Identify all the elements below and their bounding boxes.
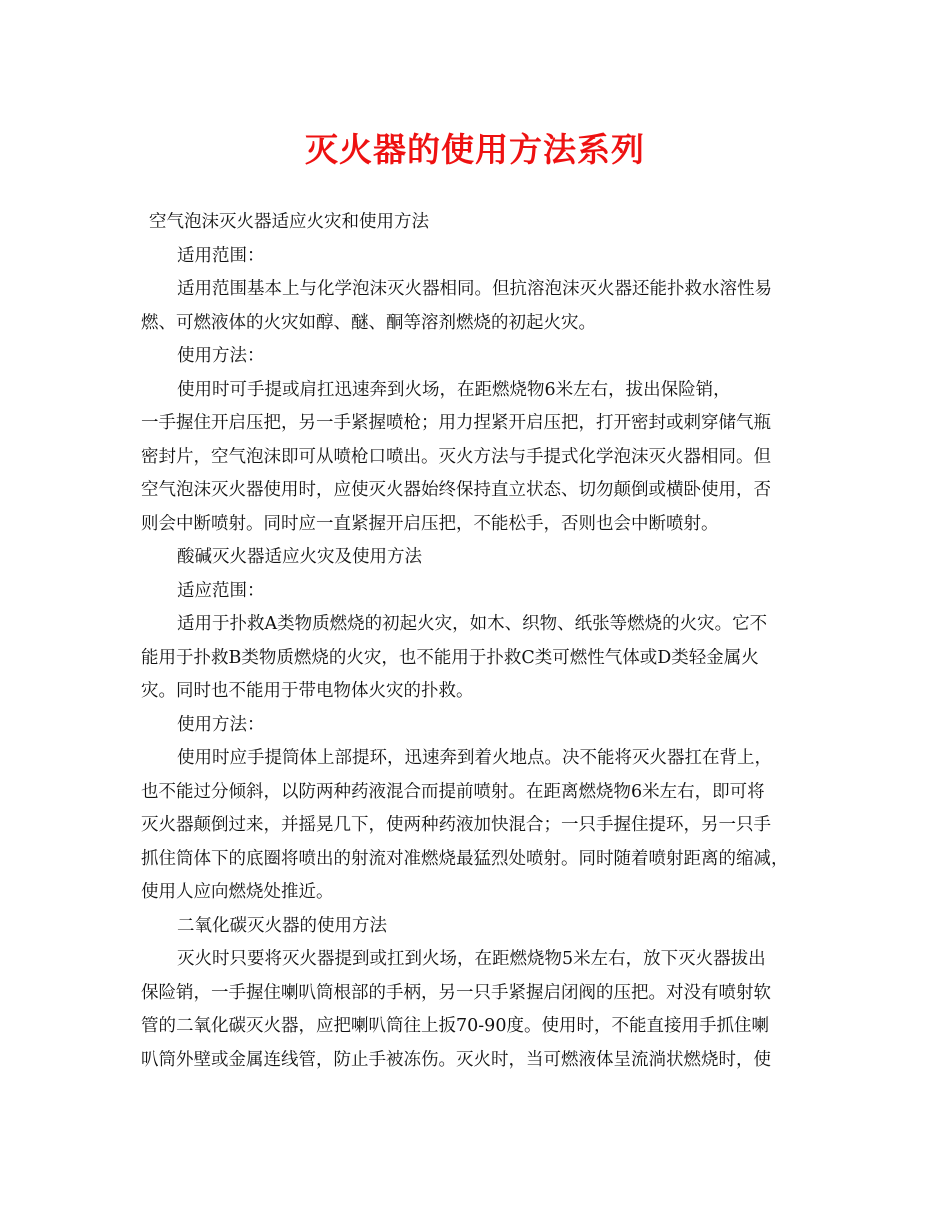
document-body bbox=[141, 206, 813, 1077]
text-line: 适用于扑救A类物质燃烧的初起火灾，如木、织物、纸张等燃烧的火灾。它不 bbox=[177, 614, 768, 634]
text-line: 则会中断喷射。同时应一直紧握开启压把，不能松手，否则也会中断喷射。 bbox=[141, 513, 719, 534]
text-line: 灭火时只要将灭火器提到或扛到火场，在距燃烧物5米左右，放下灭火器拔出 bbox=[177, 949, 766, 969]
text-line: 使用方法： bbox=[177, 714, 265, 735]
text-line: 管的二氧化碳灭火器，应把喇叭筒往上扳70-90度。使用时，不能直接用手抓住喇 bbox=[141, 1016, 769, 1036]
text-line: 也不能过分倾斜，以防两种药液混合而提前喷射。在距离燃烧物6米左右，即可将 bbox=[141, 781, 765, 802]
text-line: 保险销，一手握住喇叭筒根部的手柄，另一只手紧握启闭阀的压把。对没有喷射软 bbox=[141, 982, 771, 1003]
text-line: 灾。同时也不能用于带电物体火灾的扑救。 bbox=[141, 681, 474, 701]
text-line: 二氧化碳灭火器的使用方法 bbox=[177, 915, 387, 936]
page-title: 灭火器的使用方法系列 bbox=[305, 130, 645, 169]
text-line: 使用人应向燃烧处推近。 bbox=[141, 882, 334, 902]
text-line: 密封片，空气泡沫即可从喷枪口喷出。灭火方法与手提式化学泡沫灭火器相同。但 bbox=[141, 446, 771, 467]
text-line: 空气泡沫灭火器适应火灾和使用方法 bbox=[149, 212, 429, 232]
text-line: 空气泡沫灭火器使用时，应使灭火器始终保持直立状态、切勿颠倒或横卧使用，否 bbox=[141, 480, 771, 500]
text-line: 抓住筒体下的底圈将喷出的射流对准燃烧最猛烈处喷射。同时随着喷射距离的缩减， bbox=[141, 848, 789, 869]
text-line: 使用方法： bbox=[177, 346, 265, 366]
text-line: 使用时可手提或肩扛迅速奔到火场，在距燃烧物6米左右，拔出保险销， bbox=[177, 379, 731, 400]
text-line: 适用范围： bbox=[177, 245, 265, 266]
text-line: 叭筒外壁或金属连线管，防止手被冻伤。灭火时，当可燃液体呈流淌状燃烧时，使 bbox=[141, 1049, 771, 1070]
text-line: 一手握住开启压把，另一手紧握喷枪；用力捏紧开启压把，打开密封或刺穿储气瓶 bbox=[141, 413, 771, 433]
text-line: 燃、可燃液体的火灾如醇、醚、酮等溶剂燃烧的初起火灾。 bbox=[141, 312, 596, 333]
text-line: 能用于扑救B类物质燃烧的火灾，也不能用于扑救C类可燃性气体或D类轻金属火 bbox=[141, 647, 759, 668]
text-line: 适应范围： bbox=[177, 580, 265, 601]
text-line: 适用范围基本上与化学泡沫灭火器相同。但抗溶泡沫灭火器还能扑救水溶性易 bbox=[177, 279, 772, 299]
text-line: 使用时应手提筒体上部提环，迅速奔到着火地点。决不能将灭火器扛在背上， bbox=[177, 748, 772, 768]
text-line: 灭火器颠倒过来，并摇晃几下，使两种药液加快混合；一只手握住提环，另一只手 bbox=[141, 815, 771, 835]
text-line: 酸碱灭火器适应火灾及使用方法 bbox=[177, 547, 422, 567]
